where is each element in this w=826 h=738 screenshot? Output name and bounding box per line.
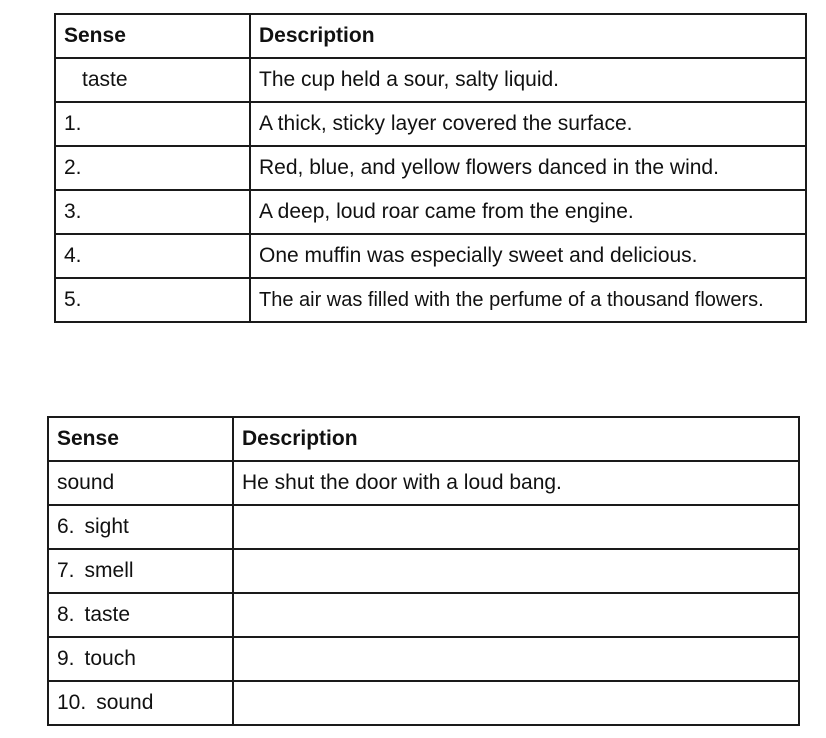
sense-cell (48, 505, 233, 549)
table-header-row (48, 417, 799, 461)
column-header-description: Description (233, 417, 799, 461)
description-cell: One muffin was especially sweet and delicious. (250, 234, 806, 278)
table-row (48, 505, 799, 549)
sense-cell (48, 549, 233, 593)
table-row (55, 278, 806, 322)
item-number: 10. (57, 691, 87, 714)
table-row (48, 637, 799, 681)
table-header-row (55, 14, 806, 58)
description-cell: He shut the door with a loud bang. (233, 461, 799, 505)
sense-label: smell (84, 559, 134, 582)
table-row-example (48, 461, 799, 505)
table-row (55, 190, 806, 234)
column-header-sense: Sense (48, 417, 233, 461)
sense-cell: sound (48, 461, 233, 505)
description-answer-cell[interactable] (233, 593, 799, 637)
description-answer-cell[interactable] (233, 637, 799, 681)
sense-cell: 3. (55, 190, 250, 234)
item-number: 6. (57, 515, 75, 538)
table-row (55, 146, 806, 190)
column-header-sense: Sense (55, 14, 250, 58)
description-answer-cell[interactable] (233, 505, 799, 549)
sense-label: sound (96, 691, 154, 714)
sense-cell: 5. (55, 278, 250, 322)
sense-label: sight (84, 515, 129, 538)
item-number: 9. (57, 647, 75, 670)
column-header-description: Description (250, 14, 806, 58)
table-row (55, 234, 806, 278)
sense-cell: 2. (55, 146, 250, 190)
sense-label: taste (84, 603, 131, 626)
item-number: 8. (57, 603, 75, 626)
description-answer-cell[interactable] (233, 681, 799, 725)
table-row (48, 593, 799, 637)
description-cell: The cup held a sour, salty liquid. (250, 58, 806, 102)
table-row (48, 681, 799, 725)
table-row (55, 58, 806, 102)
item-number: 7. (57, 559, 75, 582)
sense-cell (48, 593, 233, 637)
description-cell: A thick, sticky layer covered the surface. (250, 102, 806, 146)
sense-cell: taste (55, 58, 250, 102)
description-cell: The air was filled with the perfume of a thousand flowers. (250, 278, 806, 322)
sense-cell (48, 681, 233, 725)
description-cell: A deep, loud roar came from the engine. (250, 190, 806, 234)
sense-label: touch (84, 647, 136, 670)
table-row (55, 102, 806, 146)
sense-description-table-2 (47, 416, 800, 726)
description-answer-cell[interactable] (233, 549, 799, 593)
sense-description-table-1 (54, 13, 807, 323)
sense-cell: 4. (55, 234, 250, 278)
table-row (48, 549, 799, 593)
sense-cell (48, 637, 233, 681)
sense-cell: 1. (55, 102, 250, 146)
description-cell: Red, blue, and yellow flowers danced in the wind. (250, 146, 806, 190)
